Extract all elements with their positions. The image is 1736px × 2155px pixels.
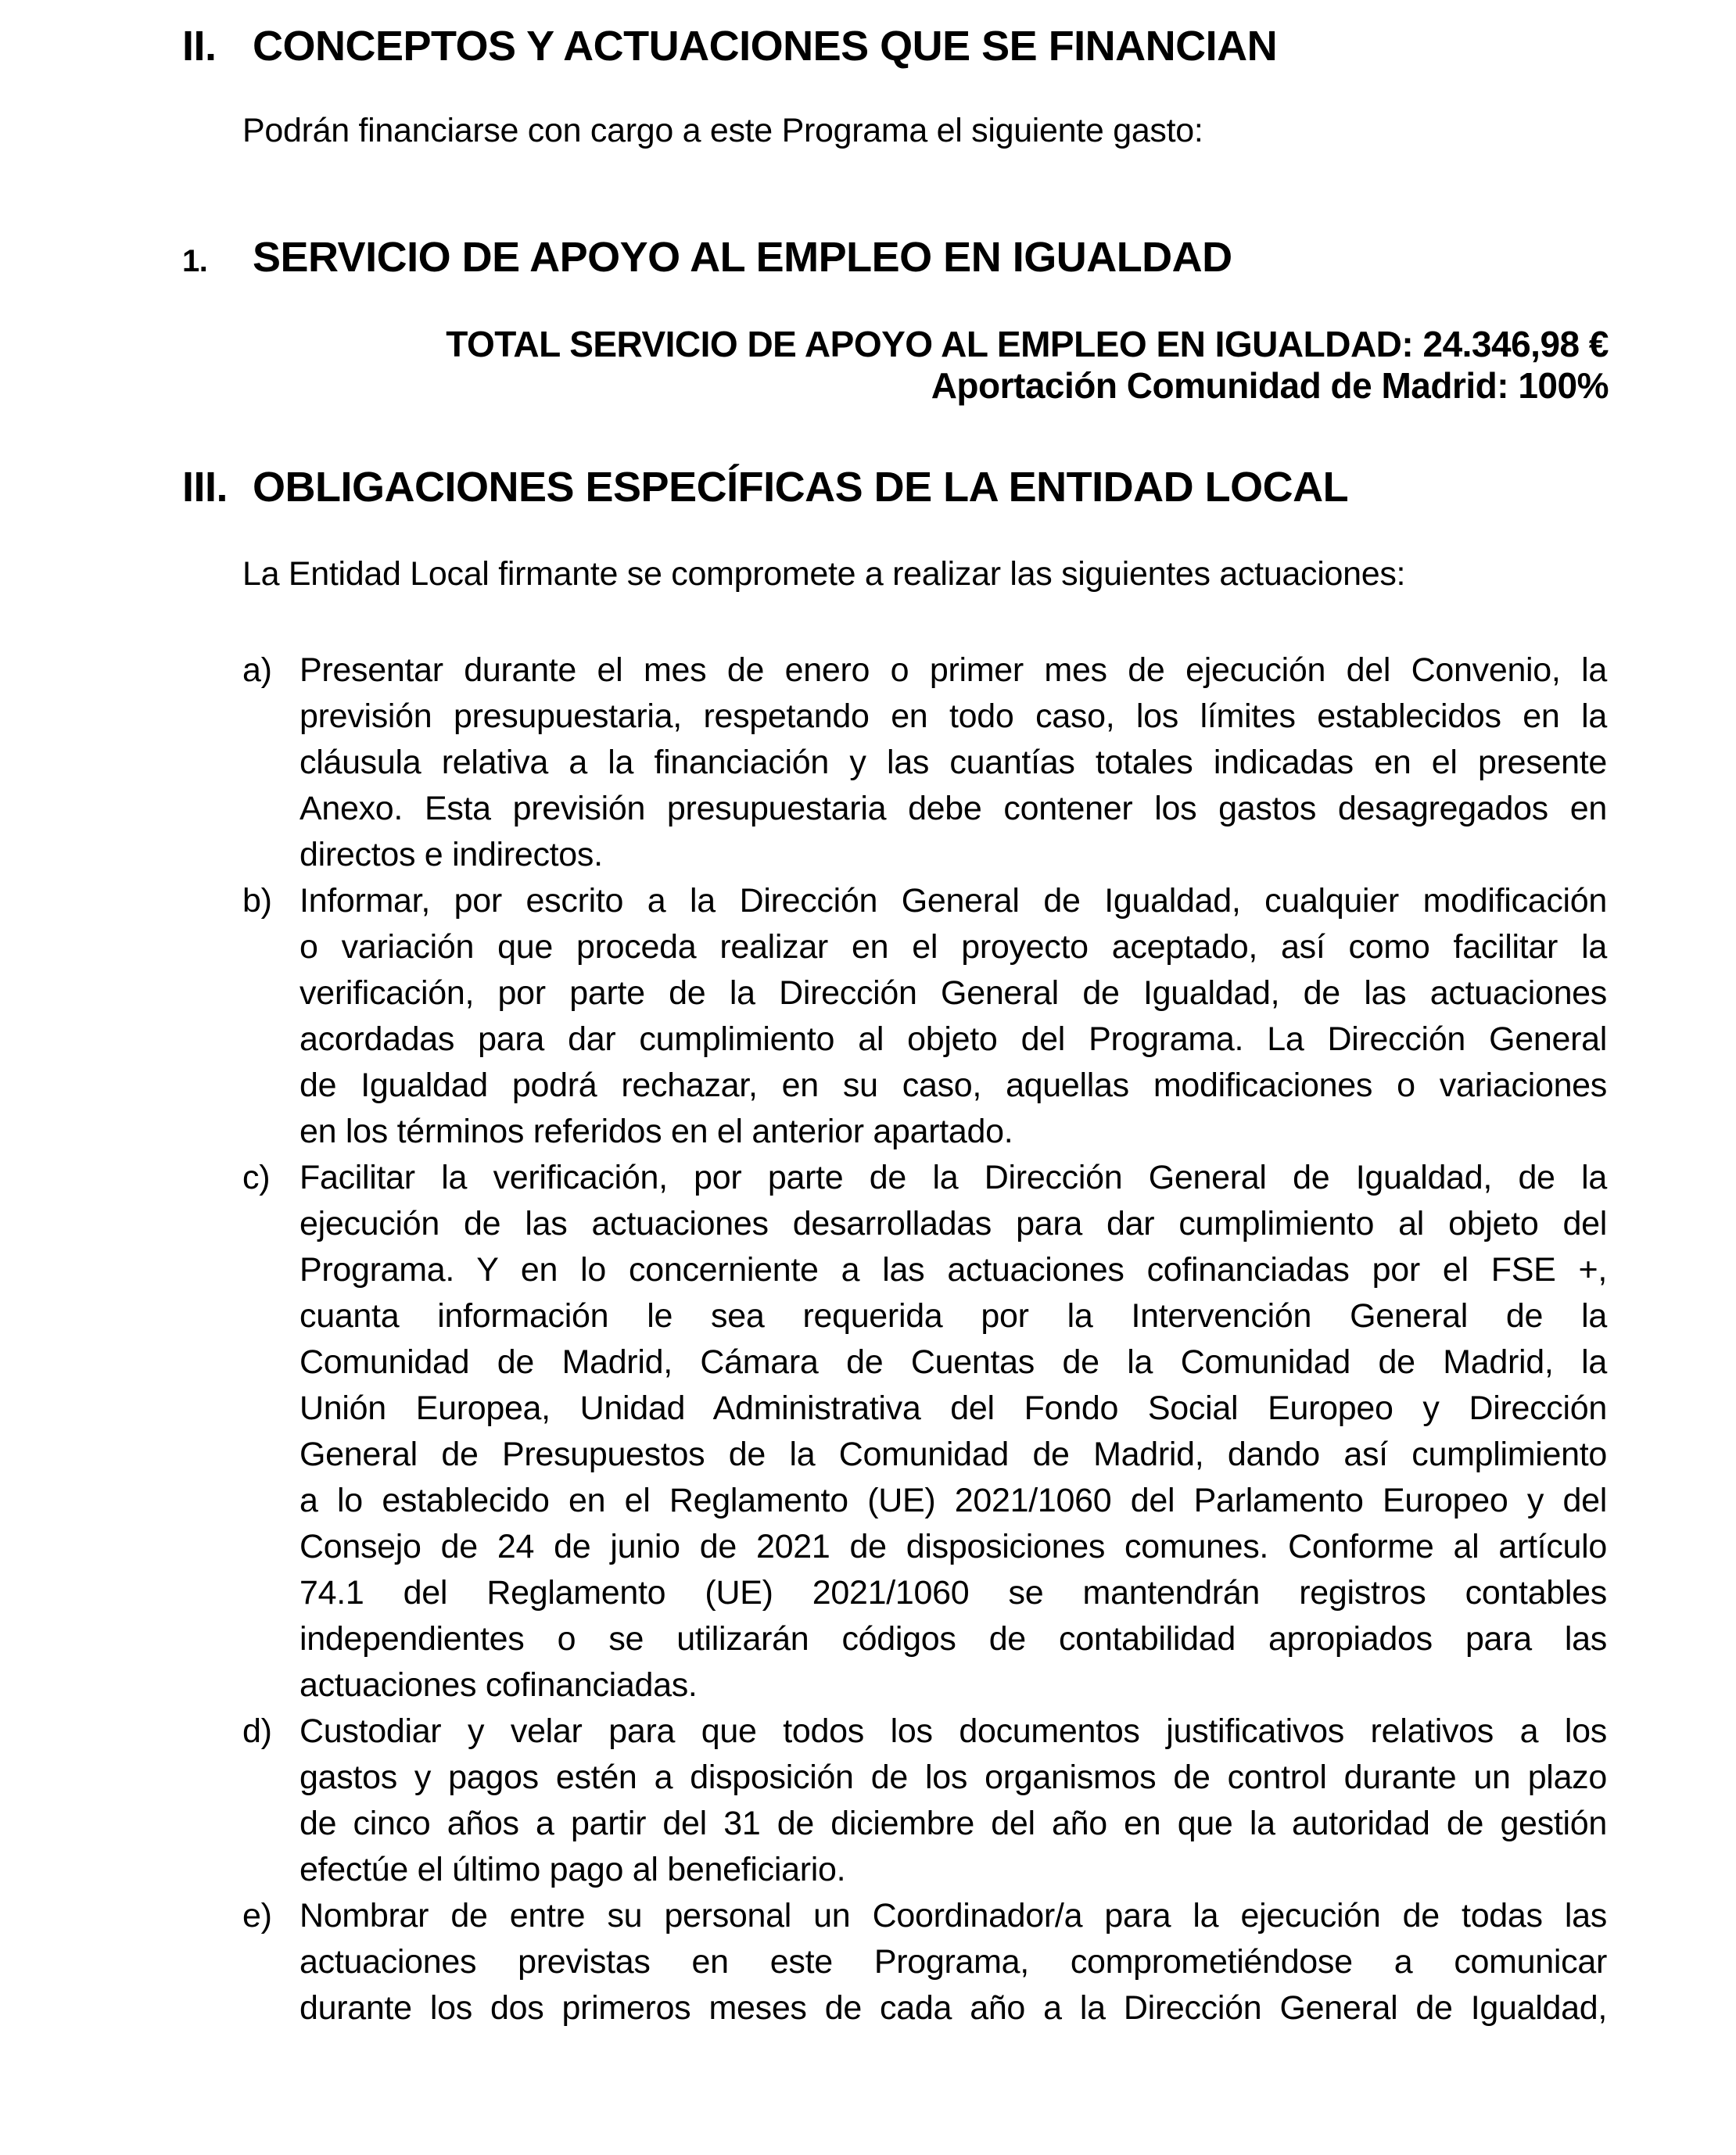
text-line: o variación que proceda realizar en el proyecto aceptado, así como facilitar la (299, 928, 1607, 966)
text-line: cláusula relativa a la financiación y las cuantías totales indicadas en el presente (299, 744, 1607, 781)
list-item-text (299, 878, 1607, 1155)
text-line: Comunidad de Madrid, Cámara de Cuentas de la Comunidad de Madrid, la (299, 1343, 1607, 1381)
text-line: a lo establecido en el Reglamento (UE) 2021/1060 del Parlamento Europeo y del (299, 1482, 1607, 1519)
text-line: Facilitar la verificación, por parte de la Dirección General de Igualdad, de la (299, 1159, 1607, 1196)
total-amount-line: TOTAL SERVICIO DE APOYO AL EMPLEO EN IGUALDAD: 24.346,98 € (446, 324, 1609, 364)
text-line: Informar, por escrito a la Dirección General de Igualdad, cualquier modificación (299, 882, 1607, 920)
section-iii-heading (182, 464, 1627, 510)
text-line: Presentar durante el mes de enero o primer mes de ejecución del Convenio, la (299, 651, 1607, 689)
text-line: actuaciones cofinanciadas. (299, 1666, 698, 1704)
text-line: actuaciones previstas en este Programa, comprometiéndose a comunicar (299, 1943, 1607, 1981)
text-line: directos e indirectos. (299, 836, 603, 873)
text-line: cuanta información le sea requerida por la Intervención General de la (299, 1297, 1607, 1335)
text-line: Consejo de 24 de junio de 2021 de disposiciones comunes. Conforme al artículo (299, 1528, 1607, 1565)
contribution-line: Aportación Comunidad de Madrid: 100% (931, 365, 1609, 406)
text-line: efectúe el último pago al beneficiario. (299, 1851, 846, 1888)
text-line: ejecución de las actuaciones desarrolladas para dar cumplimiento al objeto del (299, 1205, 1607, 1242)
list-item-marker: c) (242, 1159, 271, 1196)
funding-totals (242, 324, 1609, 407)
list-item-a (242, 647, 1607, 878)
section-iii-intro: La Entidad Local firmante se compromete a realizar las siguientes actuaciones: (242, 555, 1406, 593)
list-item-text (299, 1709, 1607, 1893)
text-line: Anexo. Esta previsión presupuestaria debe contener los gastos desagregados en (299, 790, 1607, 827)
section-iii-number: III. (182, 464, 228, 511)
text-line: de Igualdad podrá rechazar, en su caso, aquellas modificaciones o variaciones (299, 1067, 1607, 1104)
text-line: verificación, por parte de la Dirección General de Igualdad, de las actuaciones (299, 974, 1607, 1012)
list-item-c (242, 1155, 1607, 1709)
text-line: 74.1 del Reglamento (UE) 2021/1060 se mantendrán registros contables (299, 1574, 1607, 1612)
text-line: durante los dos primeros meses de cada año a la Dirección General de Igualdad, (299, 1989, 1607, 2027)
list-item-marker: b) (242, 882, 272, 920)
text-line: Programa. Y en lo concerniente a las actuaciones cofinanciadas por el FSE +, (299, 1251, 1607, 1289)
text-line: Nombrar de entre su personal un Coordinador/a para la ejecución de todas las (299, 1897, 1607, 1934)
section-ii-title: CONCEPTOS Y ACTUACIONES QUE SE FINANCIAN (253, 23, 1278, 70)
section-1-number: 1. (182, 244, 208, 278)
section-iii-title: OBLIGACIONES ESPECÍFICAS DE LA ENTIDAD LOCAL (253, 464, 1349, 511)
list-item-marker: e) (242, 1897, 272, 1934)
list-item-b (242, 878, 1607, 1155)
list-item-d (242, 1709, 1607, 1893)
section-1-heading (182, 235, 1627, 284)
text-line: de cinco años a partir del 31 de diciembre del año en que la autoridad de gestión (299, 1805, 1607, 1842)
text-line: General de Presupuestos de la Comunidad de Madrid, dando así cumplimiento (299, 1436, 1607, 1473)
list-item-marker: a) (242, 651, 272, 689)
text-line: acordadas para dar cumplimiento al objeto del Programa. La Dirección General (299, 1020, 1607, 1058)
obligations-list (242, 647, 1607, 2031)
list-item-text (299, 647, 1607, 878)
section-ii-number: II. (182, 23, 217, 70)
list-item-text (299, 1893, 1607, 2031)
text-line: Custodiar y velar para que todos los documentos justificativos relativos a los (299, 1712, 1607, 1750)
text-line: Unión Europea, Unidad Administrativa del Fondo Social Europeo y Dirección (299, 1389, 1607, 1427)
list-item-e (242, 1893, 1607, 2031)
section-1-title: SERVICIO DE APOYO AL EMPLEO EN IGUALDAD (253, 234, 1232, 281)
section-ii-intro: Podrán financiarse con cargo a este Programa el siguiente gasto: (242, 112, 1203, 149)
text-line: en los términos referidos en el anterior apartado. (299, 1113, 1013, 1150)
list-item-marker: d) (242, 1712, 272, 1750)
text-line: previsión presupuestaria, respetando en todo caso, los límites establecidos en la (299, 697, 1607, 735)
section-ii-heading (182, 23, 1627, 69)
list-item-text (299, 1155, 1607, 1709)
text-line: gastos y pagos estén a disposición de los organismos de control durante un plazo (299, 1759, 1607, 1796)
text-line: independientes o se utilizarán códigos de contabilidad apropiados para las (299, 1620, 1607, 1658)
